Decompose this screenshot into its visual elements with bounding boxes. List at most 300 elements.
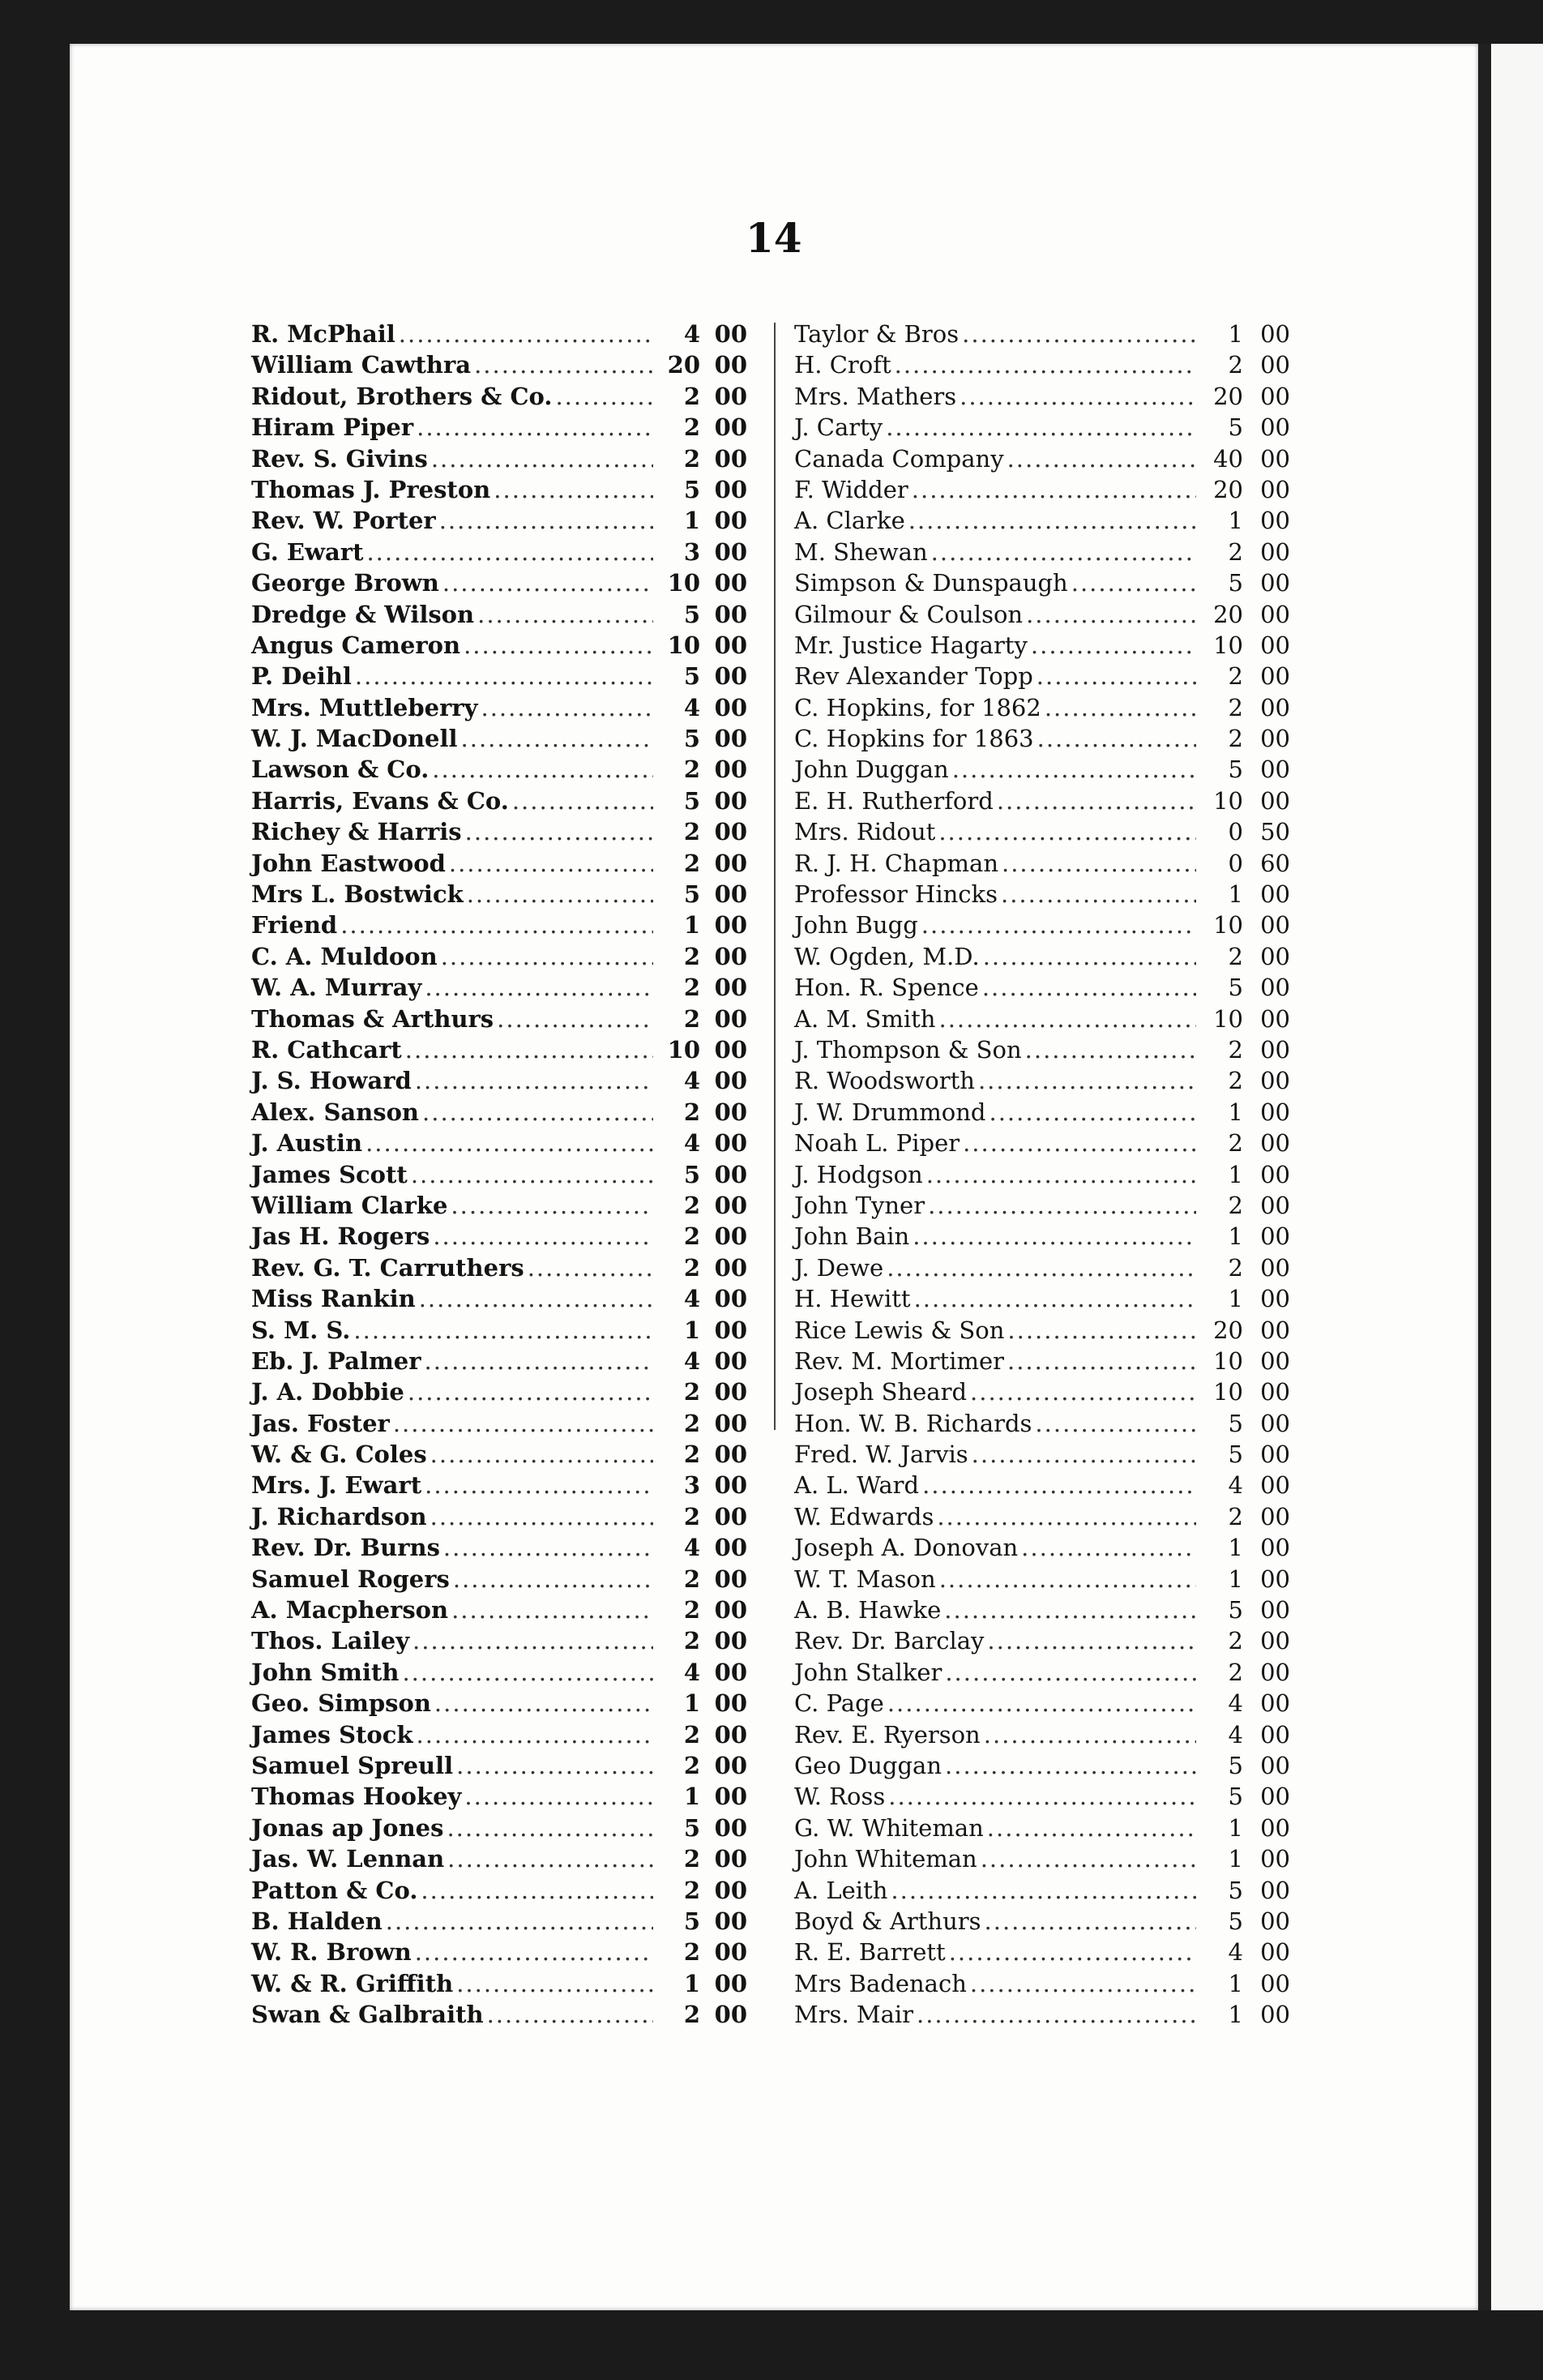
amount-cents: 00 — [714, 693, 747, 721]
subscriber-name: Taylor & Bros — [794, 320, 960, 348]
amount-cents: 00 — [714, 2001, 747, 2029]
subscriber-entry — [251, 941, 747, 972]
amount-cents: 00 — [1260, 1409, 1290, 1437]
leader-dots — [1021, 1532, 1196, 1563]
subscriber-entry — [794, 1439, 1290, 1470]
leader-dots — [449, 848, 653, 879]
amount-cents: 00 — [714, 786, 747, 815]
subscriber-entry — [794, 599, 1290, 630]
subscriber-name: Hon. R. Spence — [794, 974, 979, 1002]
subscriber-name: Rev Alexander Topp — [794, 662, 1033, 691]
leader-dots — [938, 1004, 1196, 1034]
amount-cents: 00 — [1260, 507, 1290, 535]
subscriber-name: W. Ross — [794, 1783, 886, 1811]
subscriber-entry — [251, 1719, 747, 1750]
amount-dollars: 2 — [683, 818, 700, 846]
subscriber-entry — [251, 443, 747, 474]
amount-cents: 00 — [1260, 1689, 1290, 1718]
amount-dollars: 2 — [683, 1004, 700, 1033]
leader-dots — [411, 1159, 653, 1190]
amount-dollars: 2 — [1228, 537, 1243, 566]
subscriber-entry — [251, 381, 747, 412]
subscriber-name: W. R. Brown — [251, 1938, 412, 1967]
amount-dollars: 4 — [1228, 1938, 1243, 1967]
amount-cents: 00 — [1260, 1876, 1290, 1904]
amount-cents: 00 — [1260, 1160, 1290, 1188]
amount-dollars: 5 — [1228, 1440, 1243, 1469]
amount-dollars: 10 — [1213, 1346, 1243, 1375]
leader-dots — [1037, 723, 1196, 754]
subscriber-entry — [794, 692, 1290, 723]
subscriber-entry — [251, 349, 747, 380]
subscriber-name: Joseph Sheard — [794, 1378, 968, 1406]
leader-dots — [1002, 848, 1196, 879]
amount-cents: 00 — [1260, 1253, 1290, 1282]
leader-dots — [353, 1315, 653, 1346]
leader-dots — [474, 349, 653, 380]
subscriber-name: Gilmour & Coulson — [794, 600, 1024, 628]
amount-dollars: 0 — [1228, 818, 1243, 846]
subscriber-name: Richey & Harris — [251, 818, 462, 846]
subscriber-entry — [251, 972, 747, 1003]
subscriber-name: Dredge & Wilson — [251, 600, 475, 628]
amount-cents: 00 — [1260, 1067, 1290, 1095]
amount-cents: 00 — [1260, 1969, 1290, 1997]
leader-dots — [425, 972, 653, 1003]
subscriber-name: P. Deihl — [251, 662, 352, 691]
subscriber-entry — [251, 1999, 747, 2030]
amount-cents: 00 — [1260, 444, 1290, 473]
subscriber-name: John Whiteman — [794, 1845, 977, 1873]
amount-cents: 00 — [714, 1938, 747, 1967]
subscriber-entry — [794, 972, 1290, 1003]
subscriber-name: Thos. Lailey — [251, 1627, 410, 1655]
leader-dots — [425, 1470, 653, 1500]
amount-dollars: 4 — [1228, 1689, 1243, 1718]
subscriber-entry — [251, 537, 747, 567]
amount-cents: 00 — [1260, 974, 1290, 1002]
amount-dollars: 3 — [683, 537, 700, 566]
subscriber-name: Patton & Co. — [251, 1876, 418, 1904]
leader-dots — [464, 1781, 653, 1812]
leader-dots — [365, 1128, 653, 1158]
subscriber-entry — [794, 1906, 1290, 1937]
subscriber-entry — [794, 1346, 1290, 1376]
subscriber-name: Jonas ap Jones — [251, 1813, 444, 1842]
amount-dollars: 5 — [1228, 1783, 1243, 1811]
amount-dollars: 5 — [1228, 1907, 1243, 1935]
amount-dollars: 5 — [683, 1907, 700, 1935]
subscriber-name: A. B. Hawke — [794, 1596, 942, 1624]
leader-dots — [441, 941, 653, 972]
amount-cents: 00 — [1260, 1813, 1290, 1842]
amount-cents: 00 — [714, 1067, 747, 1095]
subscriber-entry — [794, 567, 1290, 598]
subscriber-entry — [794, 1252, 1290, 1283]
subscriber-entry — [794, 1595, 1290, 1625]
subscriber-name: Thomas Hookey — [251, 1783, 462, 1811]
amount-dollars: 2 — [1228, 662, 1243, 691]
subscriber-name: W. A. Murray — [251, 974, 422, 1002]
leader-dots — [412, 1625, 653, 1656]
amount-dollars: 2 — [683, 756, 700, 784]
amount-dollars: 2 — [683, 1409, 700, 1437]
subscriber-name: Simpson & Dunspaugh — [794, 569, 1068, 597]
amount-cents: 00 — [714, 1346, 747, 1375]
amount-dollars: 4 — [683, 1346, 700, 1375]
amount-cents: 00 — [714, 413, 747, 442]
amount-cents: 00 — [1260, 1191, 1290, 1219]
subscriber-name: John Eastwood — [251, 849, 446, 877]
leader-dots — [1071, 567, 1196, 598]
amount-cents: 00 — [714, 631, 747, 659]
amount-dollars: 2 — [1228, 693, 1243, 721]
subscriber-name: Hon. W. B. Richards — [794, 1409, 1032, 1437]
amount-dollars: 1 — [683, 1316, 700, 1344]
amount-dollars: 1 — [1228, 1813, 1243, 1842]
subscriber-name: James Stock — [251, 1720, 413, 1749]
leader-dots — [393, 1408, 653, 1439]
leader-dots — [433, 1221, 653, 1252]
subscriber-name: Rev. M. Mortimer — [794, 1346, 1004, 1375]
amount-dollars: 4 — [683, 1658, 700, 1686]
leader-dots — [443, 1532, 653, 1563]
subscriber-entry — [794, 630, 1290, 661]
leader-dots — [962, 319, 1196, 349]
subscriber-name: Mrs. Ridout — [794, 818, 936, 846]
leader-dots — [887, 1252, 1196, 1283]
amount-cents: 00 — [1260, 911, 1290, 940]
amount-cents: 00 — [714, 1876, 747, 1904]
subscriber-entry — [794, 1470, 1290, 1500]
leader-dots — [555, 381, 653, 412]
subscriber-entry — [251, 692, 747, 723]
leader-dots — [937, 1501, 1196, 1532]
amount-dollars: 1 — [1228, 1285, 1243, 1313]
amount-dollars: 1 — [1228, 1969, 1243, 1997]
subscriber-entry — [251, 1128, 747, 1158]
leader-dots — [1045, 692, 1196, 723]
amount-cents: 00 — [714, 320, 747, 348]
leader-dots — [926, 1159, 1196, 1190]
column-divider — [774, 323, 776, 1430]
amount-cents: 00 — [714, 1627, 747, 1655]
leader-dots — [997, 785, 1196, 816]
leader-dots — [939, 1564, 1196, 1595]
subscriber-entry — [794, 1781, 1290, 1812]
amount-cents: 00 — [714, 1440, 747, 1469]
page-number: 14 — [746, 214, 802, 262]
amount-dollars: 10 — [667, 1035, 700, 1064]
amount-cents: 00 — [1260, 1222, 1290, 1251]
amount-cents: 00 — [714, 1409, 747, 1437]
subscriber-entry — [251, 816, 747, 847]
amount-cents: 00 — [714, 818, 747, 846]
leader-dots — [405, 1034, 653, 1065]
amount-cents: 00 — [1260, 1378, 1290, 1406]
subscriber-name: James Scott — [251, 1160, 408, 1188]
subscriber-entry — [794, 816, 1290, 847]
subscriber-name: J. Austin — [251, 1129, 363, 1158]
subscriber-entry — [251, 1813, 747, 1843]
leader-dots — [386, 1906, 653, 1937]
leader-dots — [355, 661, 653, 691]
amount-cents: 00 — [1260, 1596, 1290, 1624]
amount-dollars: 5 — [1228, 756, 1243, 784]
subscriber-entry — [794, 1034, 1290, 1065]
subscriber-entry — [251, 1439, 747, 1470]
amount-cents: 00 — [714, 1191, 747, 1219]
subscriber-entry — [251, 1159, 747, 1190]
leader-dots — [984, 1719, 1196, 1750]
subscriber-name: Joseph A. Donovan — [794, 1534, 1019, 1562]
leader-dots — [1035, 1408, 1196, 1439]
subscriber-entry — [794, 1376, 1290, 1407]
subscriber-name: Mrs. Muttleberry — [251, 693, 478, 721]
subscriber-entry — [251, 1937, 747, 1967]
leader-dots — [987, 1625, 1196, 1656]
subscriber-entry — [251, 1564, 747, 1595]
amount-dollars: 5 — [683, 880, 700, 909]
amount-cents: 00 — [1260, 1004, 1290, 1033]
leader-dots — [913, 1221, 1196, 1252]
leader-dots — [989, 1097, 1196, 1128]
leader-dots — [417, 1719, 653, 1750]
amount-dollars: 5 — [1228, 569, 1243, 597]
subscriber-name: Mr. Justice Hagarty — [794, 631, 1028, 659]
amount-dollars: 5 — [683, 662, 700, 691]
subscriber-name: Lawson & Co. — [251, 756, 430, 784]
leader-dots — [987, 1813, 1196, 1843]
subscriber-entry — [251, 1221, 747, 1252]
subscriber-name: W. & R. Griffith — [251, 1969, 454, 1997]
subscriber-entry — [794, 1065, 1290, 1096]
subscriber-entry — [251, 1376, 747, 1407]
amount-dollars: 20 — [1213, 600, 1243, 628]
amount-cents: 00 — [1260, 1440, 1290, 1469]
leader-dots — [447, 1843, 653, 1874]
leader-dots — [945, 1750, 1196, 1781]
amount-cents: 00 — [1260, 1129, 1290, 1158]
subscriber-entry — [251, 910, 747, 940]
subscriber-list-left — [251, 319, 747, 2030]
subscriber-entry — [794, 1688, 1290, 1719]
leader-dots — [960, 381, 1196, 412]
subscriber-entry — [794, 941, 1290, 972]
subscriber-name: J. S. Howard — [251, 1067, 412, 1095]
subscriber-entry — [251, 599, 747, 630]
subscriber-name: Samuel Rogers — [251, 1565, 450, 1593]
subscriber-entry — [794, 1128, 1290, 1158]
amount-dollars: 10 — [1213, 1004, 1243, 1033]
amount-dollars: 2 — [683, 1751, 700, 1779]
amount-cents: 00 — [714, 569, 747, 597]
leader-dots — [442, 567, 653, 598]
subscriber-entry — [794, 505, 1290, 536]
amount-dollars: 5 — [683, 786, 700, 815]
subscriber-name: J. Dewe — [794, 1253, 884, 1282]
leader-dots — [928, 1190, 1196, 1221]
subscriber-name: George Brown — [251, 569, 439, 597]
subscriber-entry — [251, 1968, 747, 1999]
amount-dollars: 2 — [1228, 351, 1243, 379]
subscriber-entry — [251, 412, 747, 443]
amount-dollars: 5 — [683, 725, 700, 753]
subscriber-name: R. J. H. Chapman — [794, 849, 998, 877]
subscriber-entry — [794, 1657, 1290, 1688]
leader-dots — [912, 474, 1196, 505]
amount-dollars: 5 — [683, 1813, 700, 1842]
leader-dots — [1026, 599, 1196, 630]
subscriber-entry — [251, 1750, 747, 1781]
leader-dots — [447, 1813, 653, 1843]
amount-dollars: 2 — [1228, 1035, 1243, 1064]
subscriber-name: John Bain — [794, 1222, 910, 1251]
subscriber-name: W. Edwards — [794, 1502, 934, 1530]
amount-dollars: 2 — [683, 444, 700, 473]
subscriber-entry — [794, 412, 1290, 443]
subscriber-name: J. Richardson — [251, 1502, 427, 1530]
amount-dollars: 3 — [683, 1471, 700, 1500]
amount-dollars: 2 — [683, 382, 700, 410]
amount-cents: 00 — [1260, 1346, 1290, 1375]
subscriber-entry — [251, 1315, 747, 1346]
leader-dots — [425, 1346, 654, 1376]
leader-dots — [497, 1004, 653, 1034]
subscriber-name: William Cawthra — [251, 351, 472, 379]
subscriber-name: Swan & Galbraith — [251, 2001, 484, 2029]
amount-cents: 00 — [714, 662, 747, 691]
amount-cents: 00 — [714, 1004, 747, 1033]
amount-cents: 00 — [714, 1813, 747, 1842]
amount-cents: 00 — [1260, 320, 1290, 348]
amount-cents: 00 — [714, 880, 747, 909]
subscriber-entry — [251, 723, 747, 754]
subscriber-name: Eb. J. Palmer — [251, 1346, 421, 1375]
amount-cents: 00 — [1260, 1751, 1290, 1779]
amount-dollars: 1 — [1228, 1565, 1243, 1593]
amount-dollars: 5 — [1228, 413, 1243, 442]
subscriber-entry — [794, 1501, 1290, 1532]
amount-dollars: 4 — [683, 1129, 700, 1158]
amount-cents: 00 — [714, 1160, 747, 1188]
subscriber-entry — [251, 754, 747, 785]
leader-dots — [461, 723, 653, 754]
subscriber-name: John Smith — [251, 1658, 400, 1686]
amount-cents: 00 — [1260, 1471, 1290, 1500]
amount-cents: 00 — [714, 1129, 747, 1158]
leader-dots — [402, 1657, 653, 1688]
amount-dollars: 2 — [683, 1938, 700, 1967]
amount-cents: 00 — [714, 1378, 747, 1406]
subscriber-entry — [794, 1999, 1290, 2030]
subscriber-name: C. A. Muldoon — [251, 942, 438, 970]
amount-cents: 00 — [1260, 1720, 1290, 1749]
subscriber-entry — [794, 474, 1290, 505]
subscriber-name: C. Page — [794, 1689, 884, 1718]
subscriber-entry — [251, 1625, 747, 1656]
amount-dollars: 1 — [1228, 320, 1243, 348]
amount-dollars: 40 — [1213, 444, 1243, 473]
subscriber-entry — [251, 1346, 747, 1376]
subscriber-name: Jas. Foster — [251, 1409, 390, 1437]
amount-dollars: 1 — [683, 507, 700, 535]
amount-cents: 50 — [1260, 818, 1290, 846]
subscriber-entry — [794, 1564, 1290, 1595]
subscriber-name: A. Leith — [794, 1876, 888, 1904]
amount-cents: 00 — [714, 1316, 747, 1344]
subscriber-name: W. J. MacDonell — [251, 725, 458, 753]
subscriber-name: Jas H. Rogers — [251, 1222, 430, 1251]
amount-cents: 00 — [714, 600, 747, 628]
amount-dollars: 2 — [683, 1596, 700, 1624]
subscriber-entry — [251, 785, 747, 816]
leader-dots — [399, 319, 653, 349]
subscriber-name: R. E. Barrett — [794, 1938, 946, 1967]
amount-dollars: 4 — [683, 693, 700, 721]
amount-dollars: 2 — [1228, 725, 1243, 753]
subscriber-entry — [251, 505, 747, 536]
amount-dollars: 10 — [1213, 911, 1243, 940]
amount-dollars: 2 — [683, 1253, 700, 1282]
amount-cents: 00 — [1260, 756, 1290, 784]
amount-dollars: 20 — [667, 351, 700, 379]
subscriber-entry — [251, 1097, 747, 1128]
leader-dots — [1007, 443, 1196, 474]
subscriber-name: A. Clarke — [794, 507, 905, 535]
subscriber-name: J. Thompson & Son — [794, 1035, 1022, 1064]
subscriber-entry — [794, 848, 1290, 879]
subscriber-entry — [251, 1004, 747, 1034]
subscriber-entry — [251, 1532, 747, 1563]
subscriber-entry — [794, 785, 1290, 816]
subscriber-name: F. Widder — [794, 475, 908, 503]
amount-cents: 00 — [714, 725, 747, 753]
amount-cents: 00 — [1260, 1783, 1290, 1811]
leader-dots — [434, 1688, 653, 1719]
amount-dollars: 5 — [683, 475, 700, 503]
amount-cents: 00 — [714, 1502, 747, 1530]
subscriber-name: Alex. Sanson — [251, 1098, 420, 1126]
amount-cents: 00 — [714, 1471, 747, 1500]
subscriber-entry — [794, 1190, 1290, 1221]
subscriber-entry — [794, 381, 1290, 412]
subscriber-entry — [794, 1719, 1290, 1750]
amount-dollars: 2 — [683, 849, 700, 877]
amount-dollars: 1 — [1228, 1160, 1243, 1188]
leader-dots — [981, 1843, 1196, 1874]
subscriber-name: Professor Hincks — [794, 880, 998, 909]
amount-dollars: 5 — [683, 600, 700, 628]
amount-cents: 00 — [1260, 725, 1290, 753]
amount-cents: 00 — [714, 1689, 747, 1718]
amount-dollars: 10 — [1213, 1378, 1243, 1406]
subscriber-entry — [251, 879, 747, 910]
amount-dollars: 2 — [1228, 1502, 1243, 1530]
subscriber-entry — [251, 1252, 747, 1283]
amount-cents: 00 — [714, 1285, 747, 1313]
subscriber-name: J. Hodgson — [794, 1160, 923, 1188]
amount-dollars: 2 — [1228, 942, 1243, 970]
subscriber-name: Rev. G. T. Carruthers — [251, 1253, 524, 1282]
leader-dots — [908, 505, 1196, 536]
leader-dots — [464, 630, 653, 661]
leader-dots — [431, 443, 653, 474]
page-gutter — [1478, 44, 1491, 2310]
subscriber-name: A. M. Smith — [794, 1004, 936, 1033]
amount-cents: 00 — [1260, 1938, 1290, 1967]
subscriber-name: W. Ogden, M.D. — [794, 942, 980, 970]
